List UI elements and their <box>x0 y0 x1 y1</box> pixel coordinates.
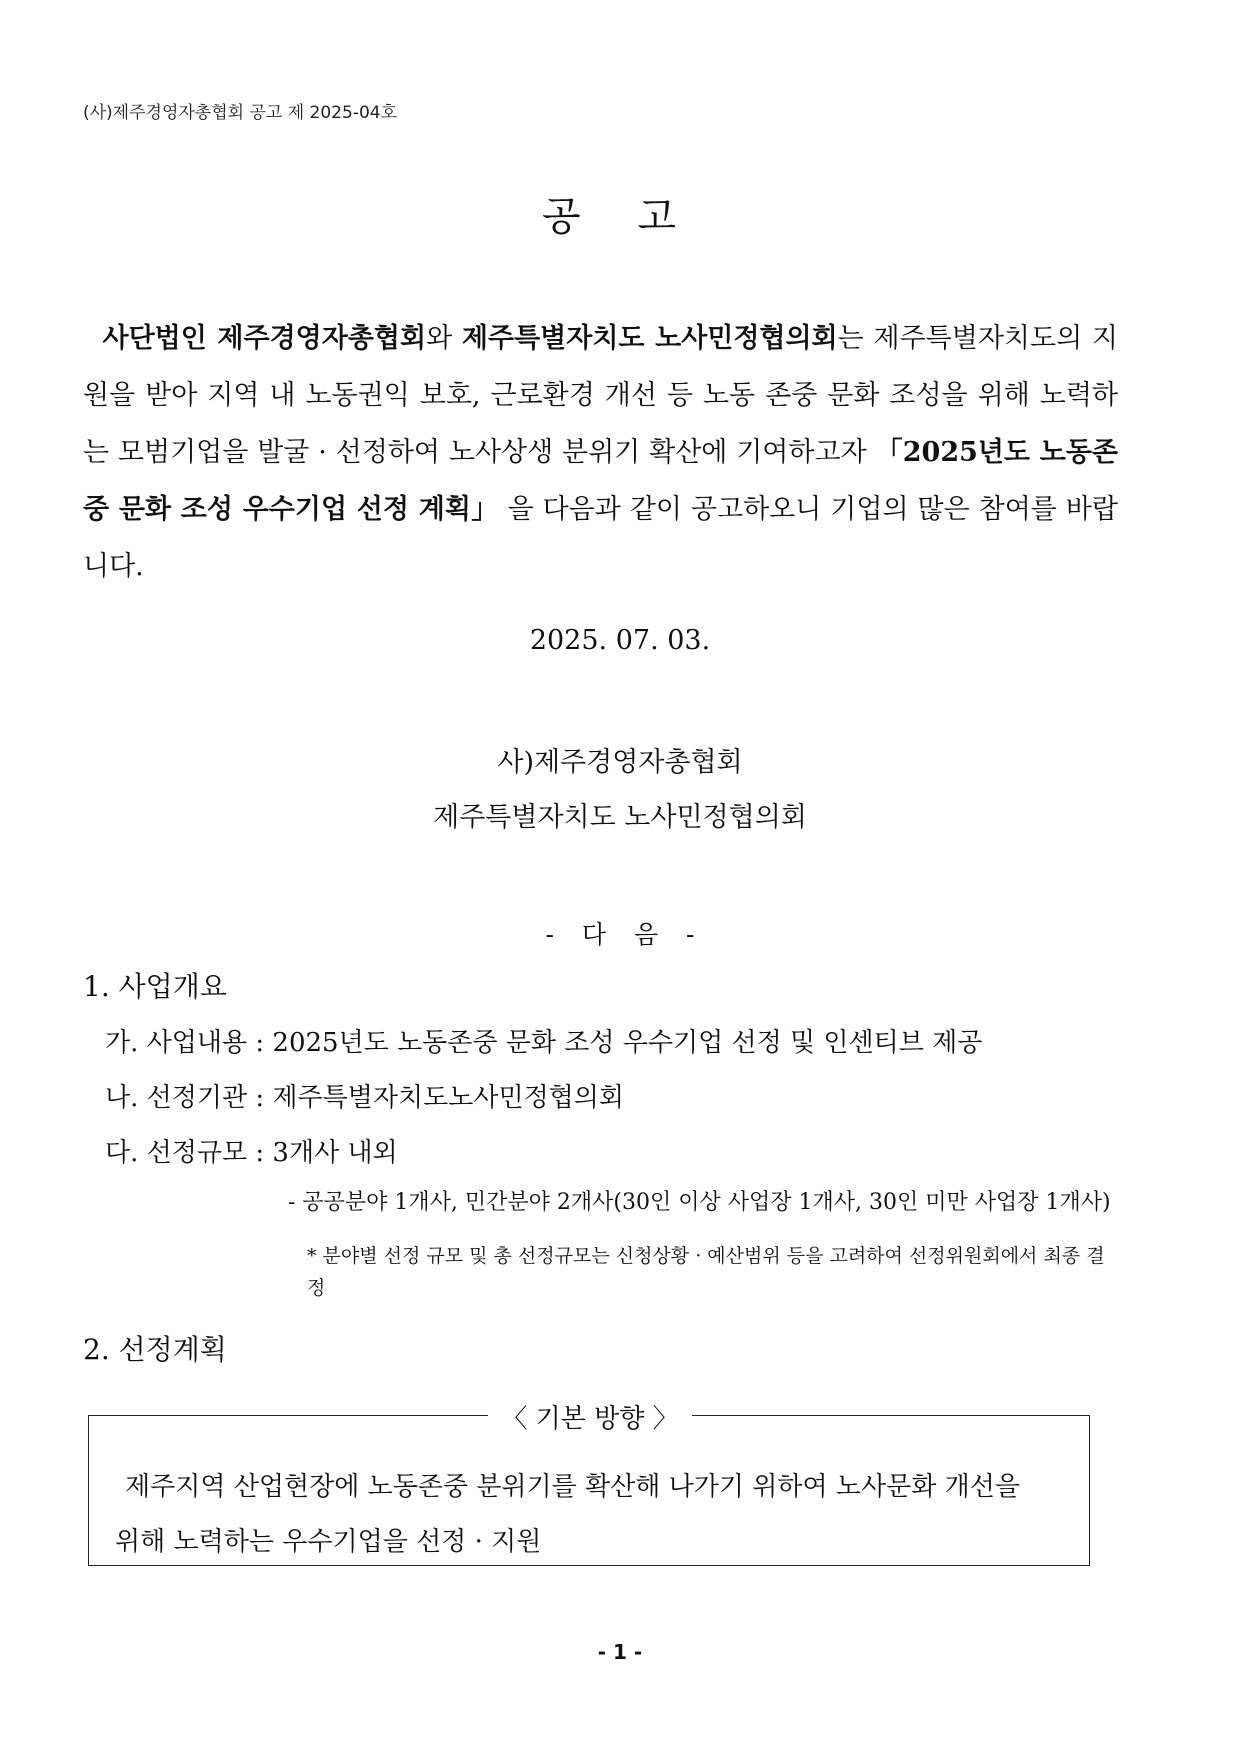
section-heading-2: 2. 선정계획 <box>83 1333 227 1366</box>
overview-item-scale: 다. 선정규모 : 3개사 내외 <box>105 1138 398 1168</box>
page-number: - 1 - <box>597 1640 643 1664</box>
box-label: 〈 기본 방향 〉 <box>501 1404 679 1434</box>
notice-number: (사)제주경영자총협회 공고 제 2025-04호 <box>83 103 397 123</box>
document-title: 공 고 <box>542 194 698 240</box>
scale-note: * 분야별 선정 규모 및 총 선정규모는 신청상황 · 예산범위 등을 고려하여 선정위원회에서 최종 결정 <box>307 1245 1105 1299</box>
org-b: 제주특별자치도 노사민정협의회 <box>461 323 838 354</box>
intro-paragraph: 사단법인 제주경영자총협회와 제주특별자치도 노사민정협의회는 제주특별자치도의 지원을 받아 지역 내 노동권익 보호, 근로환경 개선 등 노동 존중 문화 조성을 위해 노력하는 모범기업을 발굴 · 선정하여 노사상생 분위기 확산에 기여하고자 「2025년도 노동존중 문화 조성 우수기업 선정 계획」 을 다음과 같이 공고하오니 기업의 많은 참여를 바랍니다. <box>83 323 1118 582</box>
notice-date: 2025. 07. 03. <box>529 625 711 656</box>
plan-title: 「2025년도 노동존중 문화 조성 우수기업 선정 계획」 <box>83 437 1118 525</box>
overview-item-content: 가. 사업내용 : 2025년도 노동존중 문화 조성 우수기업 선정 및 인센티브 제공 <box>105 1028 983 1058</box>
section-heading-1: 1. 사업개요 <box>83 970 227 1003</box>
issuer-2: 제주특별자치도 노사민정협의회 <box>433 802 807 833</box>
box-text: 제주지역 산업현장에 노동존중 분위기를 확산해 나가기 위하여 노사문화 개선을 위해 노력하는 우수기업을 선정 · 지원 <box>115 1472 1020 1557</box>
scale-breakdown: - 공공분야 1개사, 민간분야 2개사(30인 이상 사업장 1개사, 30인 미만 사업장 1개사) <box>288 1190 1111 1215</box>
next-label: - 다 음 - <box>545 920 695 949</box>
overview-item-agency: 나. 선정기관 : 제주특별자치도노사민정협의회 <box>105 1083 625 1113</box>
issuer-1: 사)제주경영자총협회 <box>497 747 743 778</box>
org-a: 사단법인 제주경영자총협회 <box>102 323 427 354</box>
